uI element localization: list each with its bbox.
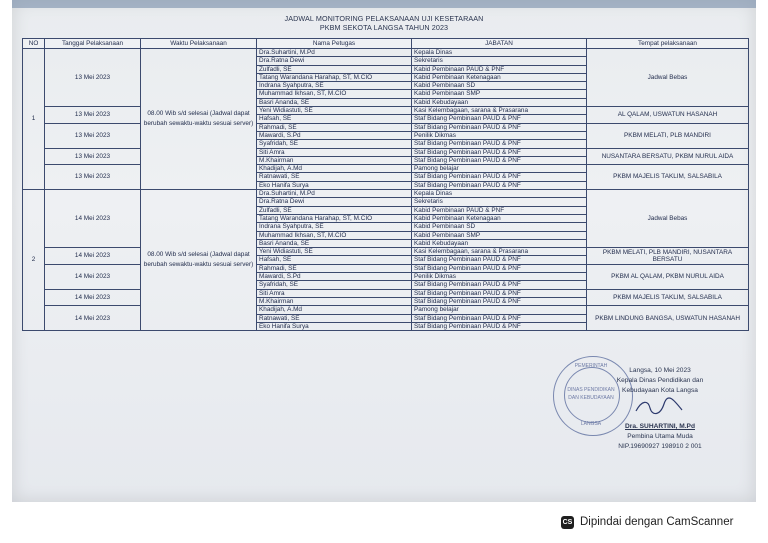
header-tanggal: Tanggal Pelaksanaan [45,39,141,49]
cell-nama-petugas: Khadijah, A.Md [257,165,412,173]
header-waktu: Waktu Pelaksanaan [141,39,257,49]
cell-jabatan: Staf Bidang Pembinaan PAUD & PNF [412,314,587,322]
cell-tanggal: 13 Mei 2023 [45,107,141,124]
cell-tempat: PKBM MELATI, PLB MANDIRI [587,123,749,148]
table-row [23,190,749,198]
signature-block [590,366,730,452]
cell-nama-petugas: Mawardi, S.Pd [257,131,412,139]
cell-nama-petugas: Indrana Syahputra, SE [257,82,412,90]
cell-nama-petugas: Yeni Widiastuti, SE [257,248,412,256]
cell-jabatan: Staf Bidang Pembinaan PAUD & PNF [412,264,587,272]
cell-tanggal: 13 Mei 2023 [45,123,141,148]
cell-jabatan: Staf Bidang Pembinaan PAUD & PNF [412,173,587,181]
cell-nama-petugas: M.Khairman [257,156,412,164]
table-row [23,49,749,57]
cell-jabatan: Kabid Pembinaan SMP [412,90,587,98]
table-row [23,107,749,115]
cell-nama-petugas: Syafridah, SE [257,140,412,148]
cell-jabatan: Kabid Pembinaan Ketenagaan [412,73,587,81]
table-row [23,289,749,297]
cell-jabatan: Kabid Pembinaan SD [412,82,587,90]
cell-jabatan: Kabid Kebudayaan [412,239,587,247]
cell-nama-petugas: Hafsah, SE [257,115,412,123]
cell-nama-petugas: Zulfadli, SE [257,206,412,214]
cell-jabatan: Staf Bidang Pembinaan PAUD & PNF [412,297,587,305]
cell-no: 2 [23,190,45,331]
cell-tempat: PKBM AL QALAM, PKBM NURUL AIDA [587,264,749,289]
cell-nama-petugas: Hafsah, SE [257,256,412,264]
cell-tanggal: 14 Mei 2023 [45,306,141,331]
table-row [23,264,749,272]
signatory-name: Dra. SUHARTINI, M.Pd [625,423,695,430]
cell-jabatan: Penilik Dikmas [412,273,587,281]
stamp-bottom-text: LANGSA [580,421,602,427]
camscanner-watermark [561,511,733,533]
cell-nama-petugas: Muhammad Ikhsan, ST, M.CIO [257,231,412,239]
cell-jabatan: Staf Bidang Pembinaan PAUD & PNF [412,256,587,264]
table-body [23,49,749,331]
cell-tanggal: 14 Mei 2023 [45,264,141,289]
cell-tempat: PKBM MELATI, PLB MANDIRI, NUSANTARA BERSATU [587,248,749,265]
stamp-top-text: PEMERINTAH [574,363,608,369]
signature-office-line-1: Kepala Dinas Pendidikan dan [616,377,704,384]
cell-nama-petugas: Dra.Suhartini, M.Pd [257,190,412,198]
cell-nama-petugas: Rahmadi, SE [257,123,412,131]
cell-tempat: Jadwal Bebas [587,49,749,107]
cell-nama-petugas: Dra.Ratna Dewi [257,57,412,65]
cell-tanggal: 13 Mei 2023 [45,165,141,190]
cell-nama-petugas: Tatang Warandana Harahap, ST, M.CIO [257,214,412,222]
cell-nama-petugas: Rahmadi, SE [257,264,412,272]
cell-waktu: 08.00 Wib s/d selesai (Jadwal dapat berubah sewaktu-waktu sesuai server) [141,190,257,331]
header-no: NO [23,39,45,49]
camscanner-logo-icon: CS [561,516,574,529]
cell-nama-petugas: Dra.Suhartini, M.Pd [257,49,412,57]
cell-jabatan: Pamong belajar [412,306,587,314]
cell-tanggal: 14 Mei 2023 [45,289,141,306]
handwritten-signature [630,396,690,418]
cell-jabatan: Staf Bidang Pembinaan PAUD & PNF [412,148,587,156]
cell-jabatan: Kepala Dinas [412,190,587,198]
cell-jabatan: Kepala Dinas [412,49,587,57]
cell-nama-petugas: Dra.Ratna Dewi [257,198,412,206]
cell-jabatan: Penilik Dikmas [412,131,587,139]
cell-tempat: PKBM MAJELIS TAKLIM, SALSABILA [587,165,749,190]
cell-jabatan: Staf Bidang Pembinaan PAUD & PNF [412,322,587,330]
cell-tanggal: 14 Mei 2023 [45,248,141,265]
header-tempat: Tempat pelaksanaan [587,39,749,49]
cell-nama-petugas: Indrana Syahputra, SE [257,223,412,231]
stamp-mid-text-2: DAN KEBUDAYAAN [568,395,614,401]
signature-office-line-2: Kebudayaan Kota Langsa [622,387,698,394]
document-subtitle: PKBM SEKOTA LANGSA TAHUN 2023 [319,23,449,32]
header-nama: Nama Petugas [257,39,412,49]
cell-tempat: AL QALAM, USWATUN HASANAH [587,107,749,124]
table-row [23,165,749,173]
cell-jabatan: Staf Bidang Pembinaan PAUD & PNF [412,181,587,189]
cell-nama-petugas: Mawardi, S.Pd [257,273,412,281]
cell-jabatan: Kasi Kelembagaan, sarana & Prasarana [412,107,587,115]
cell-jabatan: Staf Bidang Pembinaan PAUD & PNF [412,281,587,289]
cell-nama-petugas: Tatang Warandana Harahap, ST, M.CIO [257,73,412,81]
cell-jabatan: Sekretaris [412,57,587,65]
cell-jabatan: Staf Bidang Pembinaan PAUD & PNF [412,115,587,123]
cell-jabatan: Kabid Pembinaan SMP [412,231,587,239]
cell-jabatan: Sekretaris [412,198,587,206]
signature-place-date: Langsa, 10 Mei 2023 [629,367,691,374]
cell-nama-petugas: Khadijah, A.Md [257,306,412,314]
cell-jabatan: Kabid Pembinaan PAUD & PNF [412,206,587,214]
stamp-mid-text-1: DINAS PENDIDIKAN [567,387,615,393]
cell-tempat: PKBM MAJELIS TAKLIM, SALSABILA [587,289,749,306]
cell-jabatan: Kasi Kelembagaan, sarana & Prasarana [412,248,587,256]
cell-tanggal: 13 Mei 2023 [45,49,141,107]
cell-tempat: NUSANTARA BERSATU, PKBM NURUL AIDA [587,148,749,165]
cell-waktu: 08.00 Wib s/d selesai (Jadwal dapat berubah sewaktu-waktu sesuai server) [141,49,257,190]
cell-jabatan: Staf Bidang Pembinaan PAUD & PNF [412,123,587,131]
table-header-row [23,39,749,49]
table-row [23,248,749,256]
cell-nama-petugas: Siti Amra [257,289,412,297]
cell-jabatan: Kabid Kebudayaan [412,98,587,106]
signatory-nip: NIP.19690927 198910 2 001 [618,443,702,450]
cell-nama-petugas: Ratnawati, SE [257,173,412,181]
cell-nama-petugas: Eko Hanifa Surya [257,322,412,330]
table-row [23,123,749,131]
table-row [23,148,749,156]
header-jabatan: JABATAN [412,39,587,49]
cell-nama-petugas: Yeni Widiastuti, SE [257,107,412,115]
schedule-table [22,38,749,331]
camscanner-label: Dipindai dengan CamScanner [580,516,734,528]
cell-nama-petugas: Eko Hanifa Surya [257,181,412,189]
cell-nama-petugas: Syafridah, SE [257,281,412,289]
cell-jabatan: Pamong belajar [412,165,587,173]
page-top-edge [12,0,756,8]
cell-jabatan: Kabid Pembinaan PAUD & PNF [412,65,587,73]
cell-tanggal: 13 Mei 2023 [45,148,141,165]
signatory-rank: Pembina Utama Muda [627,433,693,440]
cell-jabatan: Kabid Pembinaan SD [412,223,587,231]
cell-jabatan: Kabid Pembinaan Ketenagaan [412,214,587,222]
cell-nama-petugas: Zulfadli, SE [257,65,412,73]
cell-tanggal: 14 Mei 2023 [45,190,141,248]
table-row [23,306,749,314]
document-title: JADWAL MONITORING PELAKSANAAN UJI KESETARAAN [284,14,484,23]
cell-tempat: PKBM LINDUNG BANGSA, USWATUN HASANAH [587,306,749,331]
cell-nama-petugas: Ratnawati, SE [257,314,412,322]
cell-nama-petugas: Muhammad Ikhsan, ST, M.CIO [257,90,412,98]
cell-jabatan: Staf Bidang Pembinaan PAUD & PNF [412,140,587,148]
cell-jabatan: Staf Bidang Pembinaan PAUD & PNF [412,289,587,297]
cell-nama-petugas: M.Khairman [257,297,412,305]
cell-jabatan: Staf Bidang Pembinaan PAUD & PNF [412,156,587,164]
cell-nama-petugas: Basri Ananda, SE [257,98,412,106]
cell-nama-petugas: Siti Amra [257,148,412,156]
cell-nama-petugas: Basri Ananda, SE [257,239,412,247]
cell-no: 1 [23,49,45,190]
cell-tempat: Jadwal Bebas [587,190,749,248]
